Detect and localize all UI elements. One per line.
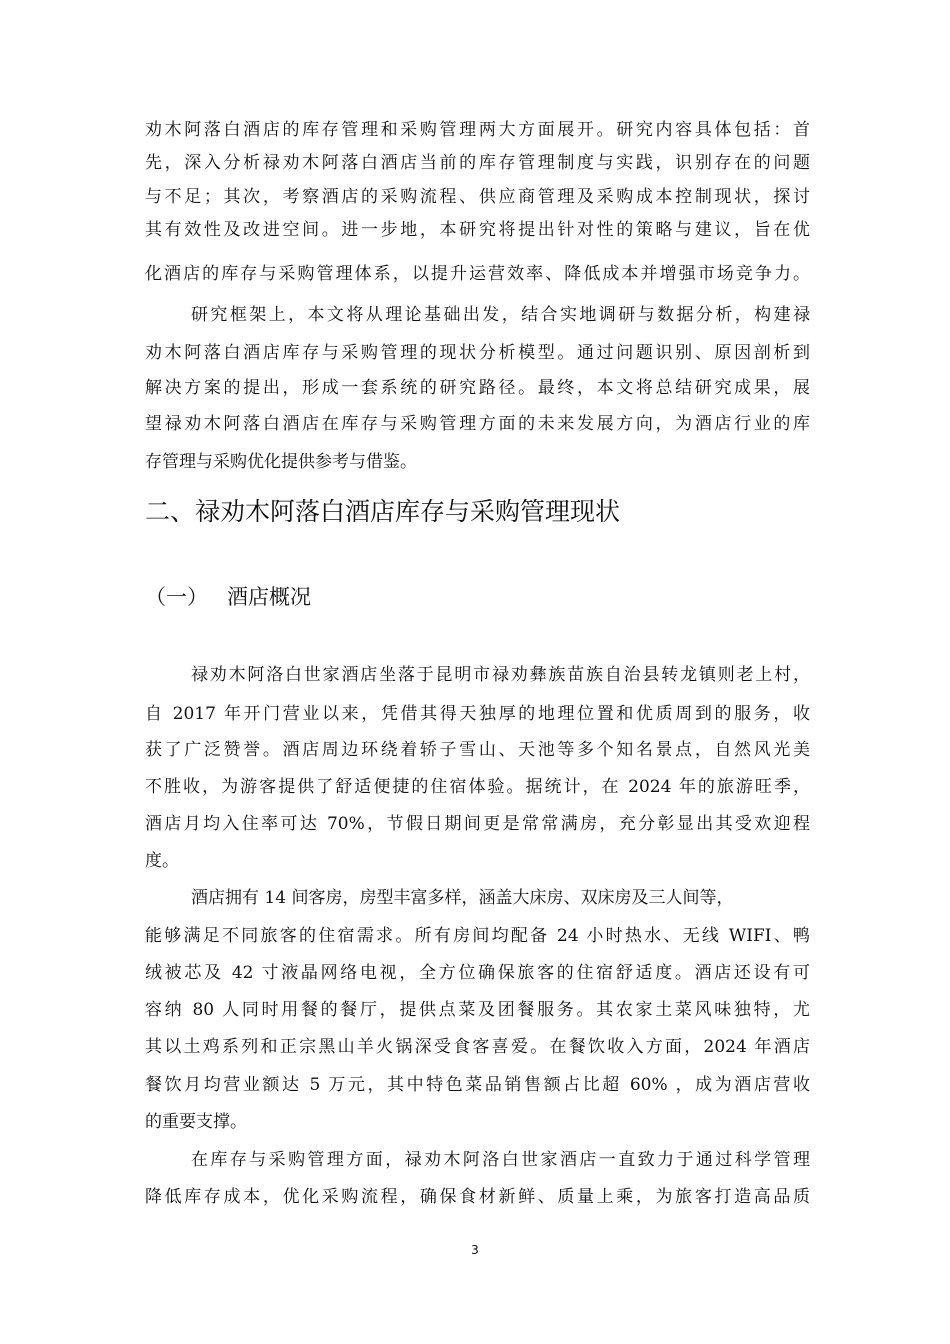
- text-line: 的重要支撑。: [145, 1112, 247, 1132]
- text-line: 其有效性及改进空间。进一步地，本研究将提出针对性的策略与建议，旨在优: [145, 220, 810, 240]
- page-number: 3: [471, 1243, 479, 1257]
- text-line: 研究框架上，本文将从理论基础出发，结合实地调研与数据分析，构建禄: [191, 305, 810, 325]
- text-line: 化酒店的库存与采购管理体系，以提升运营效率、降低成本并增强市场竞争力。: [145, 264, 810, 284]
- text-line: 解决方案的提出，形成一套系统的研究路径。最终，本文将总结研究成果，展: [145, 378, 810, 398]
- text-line: 与不足；其次，考察酒店的采购流程、供应商管理及采购成本控制现状，探讨: [145, 187, 810, 207]
- text-line: 劝木阿落白酒店库存与采购管理的现状分析模型。通过问题识别、原因剖析到: [145, 343, 810, 363]
- text-line: 不胜收，为游客提供了舒适便捷的住宿体验。据统计，在 2024 年的旅游旺季，: [145, 777, 810, 797]
- text-line: 存管理与采购优化提供参考与借鉴。: [145, 452, 417, 472]
- text-line: 获了广泛赞誉。酒店周边环绕着轿子雪山、天池等多个知名景点，自然风光美: [145, 740, 810, 760]
- text-line: 酒店月均入住率可达 70%，节假日期间更是常常满房，充分彰显出其受欢迎程: [145, 814, 810, 834]
- text-line: 容纳 80 人同时用餐的餐厅，提供点菜及团餐服务。其农家土菜风味独特，尤: [145, 1000, 810, 1020]
- subsection-heading: [145, 583, 311, 611]
- text-line: 其以土鸡系列和正宗黑山羊火锅深受食客喜爱。在餐饮收入方面，2024 年酒店: [145, 1037, 810, 1057]
- text-line: 降低库存成本，优化采购流程，确保食材新鲜、质量上乘，为旅客打造高品质: [145, 1187, 810, 1207]
- text-line: 自 2017 年开门营业以来，凭借其得天独厚的地理位置和优质周到的服务，收: [145, 704, 810, 724]
- text-line: 禄劝木阿洛白世家酒店坐落于昆明市禄劝彝族苗族自治县转龙镇则老上村，: [191, 665, 810, 685]
- section-heading: 二、禄劝木阿落白酒店库存与采购管理现状: [145, 497, 621, 526]
- subsection-title: 酒店概况: [227, 585, 311, 609]
- text-line: 在库存与采购管理方面，禄劝木阿洛白世家酒店一直致力于通过科学管理: [191, 1150, 810, 1170]
- text-line: 先，深入分析禄劝木阿落白酒店当前的库存管理制度与实践，识别存在的问题: [145, 153, 810, 173]
- text-line: 望禄劝木阿落白酒店在库存与采购管理方面的未来发展方向，为酒店行业的库: [145, 414, 810, 434]
- text-line: 餐饮月均营业额达 5 万元，其中特色菜品销售额占比超 60% ，成为酒店营收: [145, 1075, 810, 1095]
- text-line: 度。: [145, 851, 179, 871]
- text-line: 劝木阿落白酒店的库存管理和采购管理两大方面展开。研究内容具体包括：首: [145, 120, 810, 140]
- subsection-number: （一）: [145, 585, 208, 609]
- text-line: 能够满足不同旅客的住宿需求。所有房间均配备 24 小时热水、无线 WIFI、鸭: [145, 926, 810, 946]
- text-line: 酒店拥有 14 间客房，房型丰富多样，涵盖大床房、双床房及三人间等，: [191, 888, 734, 908]
- text-line: 绒被芯及 42 寸液晶网络电视，全方位确保旅客的住宿舒适度。酒店还设有可: [145, 963, 810, 983]
